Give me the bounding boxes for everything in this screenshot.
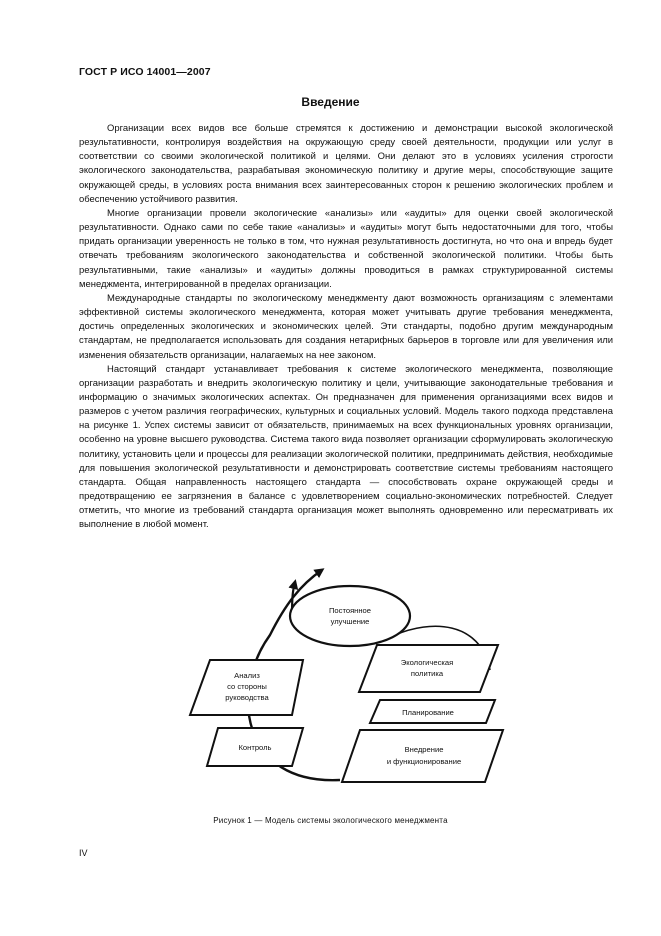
body-text [79, 122, 613, 533]
document-id: ГОСТ Р ИСО 14001—2007 [79, 66, 211, 78]
improvement-ellipse [290, 586, 410, 646]
paragraph: Многие организации провели экологические «анализы» или «аудиты» для оценки своей экологической результативности. Однако сами по себе такие «анализы» и «аудиты» могут быть недостаточными для того, чтобы придать организации уверенность не только в том, что нужная результативность достигнута, но что она и впредь будет отвечать требованиям экологического законодательства и собственной экологической политики. Чтобы быть результативными, такие «анализы» и «аудиты» должны проводиться в рамках структурированной системы менеджмента, интегрированной в пределах организации. [79, 207, 613, 290]
page-number: IV [79, 848, 88, 858]
improvement-label-2: улучшение [330, 617, 370, 626]
implementation-label-1: Внедрение [404, 745, 444, 754]
review-label-3: руководства [225, 693, 269, 702]
review-label-1: Анализ [234, 671, 260, 680]
control-label: Контроль [238, 743, 272, 752]
policy-label-2: политика [410, 669, 444, 678]
improvement-label-1: Постоянное [328, 606, 372, 615]
ems-model-diagram [170, 560, 515, 810]
policy-label-1: Экологическая [400, 658, 454, 667]
section-title: Введение [301, 95, 360, 109]
paragraph: Организации всех видов все больше стремятся к достижению и демонстрации высокой экологической результативности, контролируя воздействия на окружающую среду своей деятельности, продукции или услуг в соответствии со своими экологической политикой и целями. Они делают это в условиях усиления строгости экологического законодательства, разрабатывая экономическую политику и другие меры, способствующие защите окружающей среды, в условиях роста внимания всех заинтересованных сторон к решению экологических проблем и обеспечению устойчивого развития. [79, 123, 613, 205]
implementation-label-2: и функционирование [386, 757, 462, 766]
planning-label: Планирование [402, 708, 454, 717]
paragraph: Настоящий стандарт устанавливает требования к системе экологического менеджмента, позволяющие организации разработать и внедрить экологическую политику и цели, учитывающие законодательные требования и информацию о значимых экологических аспектах. Он предназначен для применения организациями всех видов и размеров с учетом различия географических, культурных и социальных условий. Модель такого подхода представлена на рисунке 1. Успех системы зависит от обязательств, принимаемых на всех функциональных уровнях организации, особенно на уровне высшего руководства. Система такого вида позволяет организации сформулировать экологическую политику, установить цели и процессы для реализации экологической политики, предпринимать действия, необходимые для повышения экологической результативности и демонстрировать соответствие системы требованиям настоящего стандарта. Общая направленность настоящего стандарта — способствовать охране окружающей среды и предотвращению ее загрязнения в балансе с удовлетворением социально-экономических потребностей. Следует отметить, что многие из требований стандарта организация может выполнять одновременно или пересматривать их выполнение в любой момент. [79, 363, 613, 531]
review-label-2: со стороны [227, 682, 267, 691]
implementation-box [342, 730, 503, 782]
figure-caption: Рисунок 1 — Модель системы экологического менеджмента [213, 816, 448, 825]
paragraph: Международные стандарты по экологическому менеджменту дают возможность организациям с элементами эффективной системы экологического менеджмента, которая может учитывать другие требования менеджмента, достичь определенных экологических и экономических целей. Эти стандарты, подобно другим международным стандартам, не предполагается использовать для создания нетарифных барьеров в торговле или для увеличения или изменения обязательств организации, налагаемых на нее законом. [79, 292, 613, 361]
